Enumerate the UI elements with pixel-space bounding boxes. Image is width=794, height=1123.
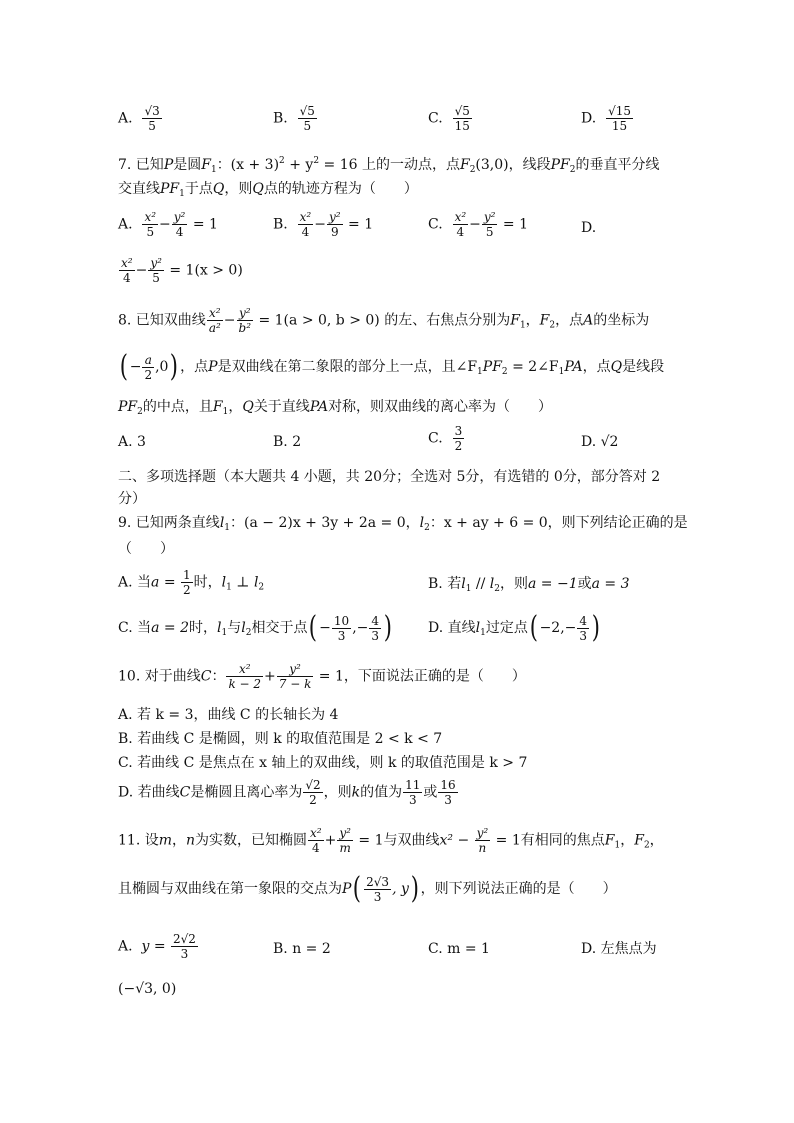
q10-option-a[interactable]: A. 若 k = 3，曲线 C 的长轴长为 4 [118, 707, 339, 723]
q8-option-b[interactable]: B. 2 [273, 434, 302, 450]
q10-option-c[interactable]: C. 若曲线 C 是焦点在 x 轴上的双曲线，则 k 的取值范围是 k > 7 [118, 755, 528, 771]
q6-option-b[interactable]: B. $\frac{√5}{5}$ [273, 104, 315, 133]
q9-option-d[interactable]: D. 直线$l_1$过定点( −2,− $\frac{4}{3}$ ) [428, 610, 601, 645]
q8-option-d[interactable]: D. √2 [581, 434, 619, 450]
q7-option-c[interactable]: C. $\frac{\text{x²}}{4}$ − $\frac{\text{y²}}{5}$ = 1 [428, 210, 529, 239]
q11-option-b[interactable]: B. n = 2 [273, 941, 331, 957]
fraction: $\frac{√5}{15}$ [454, 104, 470, 133]
fraction: $\frac{√5}{5}$ [299, 104, 315, 133]
q8-option-a[interactable]: A. 3 [118, 434, 146, 450]
q11-option-c[interactable]: C. m = 1 [428, 941, 490, 957]
q8-stem-line3: $PF_2$的中点，且$F_1$，Q关于直线PA对称，则双曲线的离心率为（ ） [118, 399, 553, 417]
q7-stem-line2: 交直线$PF_1$于点Q，则Q点的轨迹方程为（ ） [118, 181, 418, 199]
q9-option-c[interactable]: C. 当a = 2时，$l_1$与$l_2$相交于点( − $\frac{10}{3}$ ,− $\frac{4}{3}$ ) [118, 610, 392, 645]
q9-stem-line1: 9. 已知两条直线$l_1$：(a − 2)x + 3y + 2a = 0，$l_2$：x + ay + 6 = 0，则下列结论正确的是 [118, 515, 688, 533]
q9-option-a[interactable]: A. 当a = $\frac{1}{2}$ 时，$l_1$ ⊥ $l_2$ [118, 568, 265, 597]
q6-option-a[interactable]: A. $\frac{√3}{5}$ [118, 104, 160, 133]
q11-option-a[interactable]: A. y = $\frac{2√2}{3}$ [118, 932, 196, 961]
q7-option-d-label[interactable]: D. [581, 220, 597, 236]
q9-option-b[interactable]: B. 若$l_1 // l_2$，则a = −1或a = 3 [428, 576, 630, 594]
q8-stem-line1: 8. 已知双曲线 $\frac{\text{x²}}{\text{a²}}$ − $\frac{\text{y²}}{\text{b²}}$ = 1(a > 0, b > 0) 的左、右焦点分别为$F_1$，$F_2$，点A的坐标为 [118, 306, 650, 335]
q6-option-c[interactable]: C. $\frac{√5}{15}$ [428, 104, 470, 133]
q10-stem: 10. 对于曲线C： $\frac{\text{x²}}{k - 2}$ + $\frac{\text{y²}}{7 - k}$ = 1，下面说法正确的是（ ） [118, 662, 526, 691]
q7-option-b[interactable]: B. $\frac{\text{x²}}{4}$ − $\frac{\text{y²}}{9}$ = 1 [273, 210, 374, 239]
q8-stem-line2: ( − $\frac{a}{2}$ ,0) ，点P是双曲线在第二象限的部分上一点，且$\angle F_1PF_2$ = $2\angle F_1PA$，点Q是线段 [119, 349, 665, 384]
q10-option-b[interactable]: B. 若曲线 C 是椭圆，则 k 的取值范围是 2 < k < 7 [118, 731, 443, 747]
q7-option-a[interactable]: A. $\frac{\text{x²}}{5}$ − $\frac{\text{y²}}{4}$ = 1 [118, 210, 218, 239]
fraction: $\frac{√3}{5}$ [144, 104, 160, 133]
q11-option-d-cont[interactable]: (−√3, 0) [118, 981, 177, 997]
q7-option-d[interactable]: $\frac{\text{x²}}{4}$ − $\frac{\text{y²}}{5}$ = 1(x > 0) [121, 256, 243, 285]
q11-stem-line2: 且椭圆与双曲线在第一象限的交点为P( $\frac{2√3}{3}$ , y) ，则下列说法正确的是（ ） [118, 871, 617, 906]
q8-option-c[interactable]: C. $\frac{3}{2}$ [428, 424, 463, 453]
q9-stem-line2: （ ） [118, 541, 174, 557]
q7-stem-line1: 7. 已知P是圆$F_1$：$(x + 3)^2 + y^2 = 16$ 上的一动点，点$F_2(3,0)$，线段$PF_2$的垂直平分线 [118, 156, 660, 175]
fraction: $\frac{√15}{15}$ [608, 104, 632, 133]
q10-option-d[interactable]: D. 若曲线C是椭圆且离心率为 $\frac{√2}{2}$ ，则k的值为 $\frac{11}{3}$ 或 $\frac{16}{3}$ [118, 778, 456, 807]
q11-option-d[interactable]: D. 左焦点为 [581, 941, 657, 957]
q6-option-d[interactable]: D. $\frac{√15}{15}$ [581, 104, 632, 133]
section-heading: 二、多项选择题（本大题共 4 小题，共 20分；全选对 5分，有选错的 0分，部分答对 2 [118, 469, 661, 485]
q11-stem-line1: 11. 设m，n为实数，已知椭圆 $\frac{\text{x²}}{4}$ + $\frac{\text{y²}}{m}$ = 1与双曲线x² − $\frac{\text{y²}}{n}$ = 1有相同的焦点$F_1$，$F_2$， [118, 826, 664, 855]
section-heading-cont: 分） [118, 491, 146, 507]
